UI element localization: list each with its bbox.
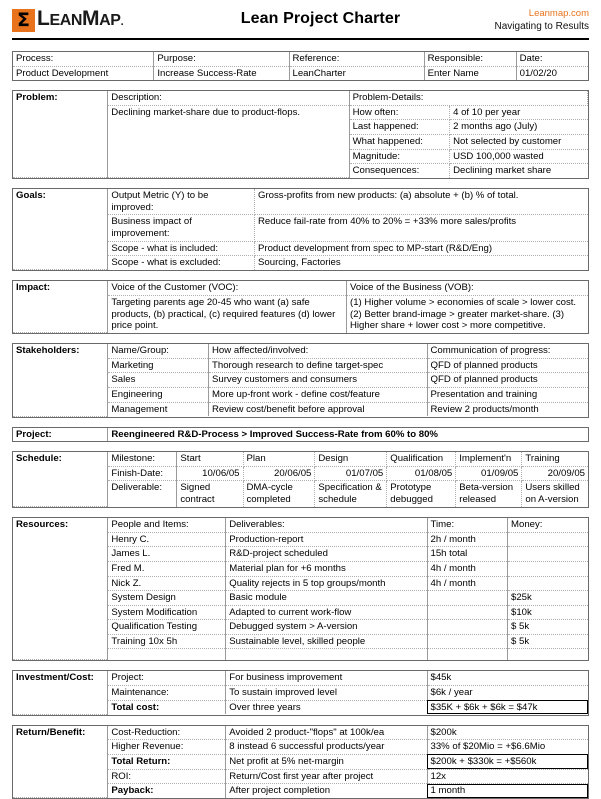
logo-word-l: L [37,7,50,30]
section-label-stakeholders: Stakeholders: [13,344,108,416]
resource-money[interactable]: $ 5k [508,634,589,649]
stakeholder-name[interactable]: Management [108,402,209,416]
problem-description-header: Description: [108,91,349,105]
problem-detail-value-magnitude[interactable]: USD 100,000 wasted [450,149,588,164]
schedule-row-label-finish-date: Finish-Date: [108,466,177,481]
goals-table [13,189,588,270]
resource-time[interactable] [427,591,508,606]
problem-description-value[interactable]: Declining market-share due to product-flops. [108,105,349,177]
investment-desc-total-cost[interactable]: Over three years [226,700,427,714]
resource-money[interactable] [508,561,589,576]
impact-vob-header: Voice of the Business (VOB): [347,281,589,295]
schedule-deliverable-qualification[interactable]: Prototype debugged [387,481,456,507]
goals-block [12,188,589,271]
section-label-goals: Goals: [13,189,108,270]
impact-voc-value[interactable]: Targeting parents age 20-45 who want (a) safe products, (b) practical, (c) required features (d) lower price point. [108,295,347,332]
return-label-higher-revenue: Higher Revenue: [108,740,226,755]
problem-detail-label-how-often: How often: [349,105,450,120]
resources-header-row [13,518,588,532]
schedule-deliverable-design[interactable]: Specification & schedule [315,481,387,507]
info-value-purpose[interactable]: Increase Success-Rate [154,66,289,80]
section-label-resources: Resources: [13,518,108,660]
goals-label-scope-excluded: Scope - what is excluded: [108,256,255,270]
info-bar-labels-row [13,52,588,66]
info-value-reference[interactable]: LeanCharter [289,66,424,80]
schedule-date-qualification[interactable]: 01/08/05 [387,466,456,481]
resource-time[interactable] [427,634,508,649]
problem-header-row [13,91,588,105]
info-label-process: Process: [13,52,154,66]
impact-vob-value[interactable]: (1) Higher volume > economies of scale > lower cost. (2) Better brand-image > greater market-share. (3) Higher share + lower cost > more competitive. [350,296,577,332]
brand-tagline: Navigating to Results [494,21,589,32]
return-row [13,726,588,740]
schedule-deliverable-training[interactable]: Users skilled on A-version [525,482,580,506]
resource-time[interactable]: 2h / month [427,532,508,547]
resource-time[interactable] [427,649,508,660]
schedule-deliverable-start[interactable]: Signed contract [177,481,243,507]
goals-row [13,189,588,215]
schedule-date-training[interactable]: 20/09/05 [522,466,588,481]
project-value[interactable]: Reengineered R&D-Process > Improved Success-Rate from 60% to 80% [111,428,438,440]
resource-time[interactable]: 4h / month [427,561,508,576]
resource-deliverable[interactable]: Debugged system > A-version [226,620,427,635]
problem-detail-label-last-happened: Last happened: [349,120,450,135]
return-desc-higher-revenue[interactable]: 8 instead 6 successful products/year [226,740,427,755]
resource-deliverable[interactable]: Adapted to current work-flow [226,605,427,620]
resource-person[interactable]: Qualification Testing [108,620,226,635]
goals-value-scope-excluded[interactable]: Sourcing, Factories [258,257,341,269]
leanmap-logo [12,7,202,34]
impact-header-row [13,281,588,295]
resource-money[interactable] [508,532,589,547]
project-row [13,428,588,442]
resource-time[interactable]: 15h total [427,547,508,562]
problem-details-header: Problem-Details: [349,91,587,105]
stakeholder-communication[interactable]: Review 2 products/month [430,403,539,415]
section-label-project: Project: [13,428,108,442]
schedule-milestone-design[interactable]: Design [315,452,387,466]
return-amount-total-return[interactable]: $200k + $330k = +$560k [427,754,588,769]
page-header [12,0,589,40]
problem-table [13,91,588,178]
resources-col-deliverables: Deliverables: [226,518,427,532]
info-label-purpose: Purpose: [154,52,289,66]
resource-money[interactable]: $10k [508,605,589,620]
resource-deliverable[interactable]: Quality rejects in 5 top groups/month [226,576,427,591]
schedule-deliverable-plan[interactable]: DMA-cycle completed [243,481,315,507]
return-desc-roi[interactable]: Return/Cost first year after project [226,769,427,784]
return-benefit-block [12,725,589,799]
impact-block [12,280,589,334]
impact-voc-header: Voice of the Customer (VOC): [108,281,347,295]
schedule-milestone-plan[interactable]: Plan [243,452,315,466]
resource-person[interactable]: James L. [108,547,226,562]
schedule-date-start[interactable]: 10/06/05 [177,466,243,481]
return-amount-roi[interactable]: 12x [427,769,588,784]
schedule-milestone-implementation[interactable]: Implement'n [456,452,522,466]
return-benefit-table [13,726,588,798]
resource-person[interactable] [108,649,226,660]
return-desc-payback[interactable]: After project completion [226,784,427,798]
stakeholder-communication[interactable]: QFD of planned products [427,373,588,388]
schedule-milestone-training[interactable]: Training [522,452,588,466]
stakeholder-name[interactable]: Engineering [108,387,209,402]
resource-money[interactable]: $ 5k [508,620,589,635]
return-desc-cost-reduction[interactable]: Avoided 2 product-"flops" at 100k/ea [226,726,427,740]
return-label-roi: ROI: [108,769,226,784]
return-label-payback: Payback: [108,784,226,798]
problem-block [12,90,589,179]
resources-col-people: People and Items: [108,518,226,532]
section-label-schedule: Schedule: [13,452,108,506]
resource-money[interactable] [508,649,589,660]
resources-col-money: Money: [508,518,589,532]
stakeholder-name[interactable]: Sales [108,373,209,388]
resource-deliverable[interactable] [226,649,427,660]
info-value-process[interactable]: Product Development [13,66,154,80]
resource-person[interactable]: Fred M. [108,561,226,576]
project-table [13,428,588,442]
resource-money[interactable] [508,547,589,562]
stakeholders-block [12,343,589,417]
investment-cost-block [12,670,589,715]
resource-time[interactable] [427,605,508,620]
logo-word-ap: AP [99,12,121,29]
return-amount-cost-reduction[interactable]: $200k [427,726,588,740]
schedule-milestone-row [13,452,588,466]
problem-detail-label-what-happened: What happened: [349,134,450,149]
info-bar-values-row [13,66,588,80]
info-bar-block [12,51,589,81]
return-label-total-return: Total Return: [108,754,226,769]
stakeholder-how-affected[interactable]: Thorough research to define target-spec [209,358,428,373]
investment-amount-total-cost[interactable]: $35K + $6k + $6k = $47k [427,700,588,714]
info-label-date: Date: [516,52,588,66]
schedule-date-plan[interactable]: 20/06/05 [243,466,315,481]
project-block [12,427,589,443]
resource-deliverable[interactable]: R&D-project scheduled [226,547,427,562]
investment-amount-project[interactable]: $45k [427,671,588,685]
resource-person[interactable]: Training 10x 5h [108,634,226,649]
brand-block [439,7,589,33]
resource-person[interactable]: Henry C. [108,532,226,547]
problem-detail-label-magnitude: Magnitude: [349,149,450,164]
problem-detail-value-how-often[interactable]: 4 of 10 per year [450,105,588,120]
problem-detail-value-last-happened[interactable]: 2 months ago (July) [450,120,588,135]
return-amount-payback[interactable]: 1 month [427,784,588,798]
investment-desc-maintenance[interactable]: To sustain improved level [226,686,427,701]
schedule-date-design[interactable]: 01/07/05 [315,466,387,481]
investment-label-total-cost: Total cost: [108,700,226,714]
stakeholders-col-how-affected: How affected/involved: [209,344,428,358]
investment-desc-project[interactable]: For business improvement [226,671,427,685]
schedule-deliverable-implementation[interactable]: Beta-version released [456,481,522,507]
logo-wordmark [37,7,123,34]
schedule-block [12,451,589,508]
goals-value-output-metric[interactable]: Gross-profits from new products: (a) absolute + (b) % of total. [255,189,589,215]
info-bar-table [13,52,588,80]
info-value-responsible[interactable]: Enter Name [424,66,516,80]
schedule-row-label-deliverable: Deliverable: [108,481,177,507]
resource-deliverable[interactable]: Production-report [226,532,427,547]
info-value-date[interactable]: 01/02/20 [519,67,557,79]
resources-table [13,518,588,660]
return-amount-higher-revenue[interactable]: 33% of $20Mio = +$6.6Mio [427,740,588,755]
brand-url: Leanmap.com [528,8,589,19]
problem-detail-label-consequences: Consequences: [349,164,450,178]
return-desc-total-return[interactable]: Net profit at 5% net-margin [226,754,427,769]
stakeholder-name[interactable]: Marketing [108,358,209,373]
stakeholder-communication[interactable]: Presentation and training [427,387,588,402]
page-title: Lean Project Charter [240,10,401,27]
resource-time[interactable] [427,620,508,635]
schedule-row-label-milestone: Milestone: [108,452,177,466]
stakeholders-col-communication: Communication of progress: [427,344,588,358]
schedule-milestone-qualification[interactable]: Qualification [387,452,456,466]
resource-money[interactable]: $25k [508,591,589,606]
schedule-milestone-start[interactable]: Start [177,452,243,466]
investment-row [13,671,588,685]
goals-label-scope-included: Scope - what is included: [108,241,255,256]
goals-value-scope-included[interactable]: Product development from spec to MP-start (R&D/Eng) [255,241,589,256]
resource-deliverable[interactable]: Sustainable level, skilled people [226,634,427,649]
resource-deliverable[interactable]: Basic module [226,591,427,606]
resource-person[interactable]: System Modification [108,605,226,620]
logo-word-m: M [82,7,100,30]
goals-label-business-impact: Business impact of improvement: [108,215,255,241]
resources-block [12,517,589,661]
resource-person[interactable]: System Design [108,591,226,606]
stakeholder-how-affected[interactable]: More up-front work - define cost/feature [209,387,428,402]
section-label-impact: Impact: [13,281,108,332]
stakeholders-col-name-group: Name/Group: [108,344,209,358]
info-label-reference: Reference: [289,52,424,66]
problem-detail-value-consequences[interactable]: Declining market share [453,165,552,177]
sigma-logo-icon: Σ [12,9,35,32]
section-label-return-benefit: Return/Benefit: [13,726,108,798]
impact-table [13,281,588,333]
investment-cost-table [13,671,588,714]
investment-label-project: Project: [108,671,226,685]
resources-col-time: Time: [427,518,508,532]
schedule-table [13,452,588,507]
investment-amount-maintenance[interactable]: $6k / year [427,686,588,701]
resource-time[interactable]: 4h / month [427,576,508,591]
resource-money[interactable] [508,576,589,591]
logo-word-ean: EAN [49,12,83,29]
info-label-responsible: Responsible: [424,52,516,66]
stakeholders-header-row [13,344,588,358]
investment-label-maintenance: Maintenance: [108,686,226,701]
stakeholder-how-affected[interactable]: Review cost/benefit before approval [209,402,428,416]
stakeholder-communication[interactable]: QFD of planned products [427,358,588,373]
resource-person[interactable]: Nick Z. [108,576,226,591]
return-label-cost-reduction: Cost-Reduction: [108,726,226,740]
goals-label-output-metric: Output Metric (Y) to be improved: [108,189,255,215]
goals-value-business-impact[interactable]: Reduce fail-rate from 40% to 20% = +33% more sales/profits [255,215,589,241]
stakeholders-table [13,344,588,416]
problem-detail-value-what-happened[interactable]: Not selected by customer [450,134,588,149]
section-label-problem: Problem: [13,91,108,178]
schedule-date-implementation[interactable]: 01/09/05 [456,466,522,481]
stakeholder-how-affected[interactable]: Survey customers and consumers [209,373,428,388]
section-label-investment-cost: Investment/Cost: [13,671,108,714]
resource-deliverable[interactable]: Material plan for +6 months [226,561,427,576]
logo-period: . [120,16,124,28]
